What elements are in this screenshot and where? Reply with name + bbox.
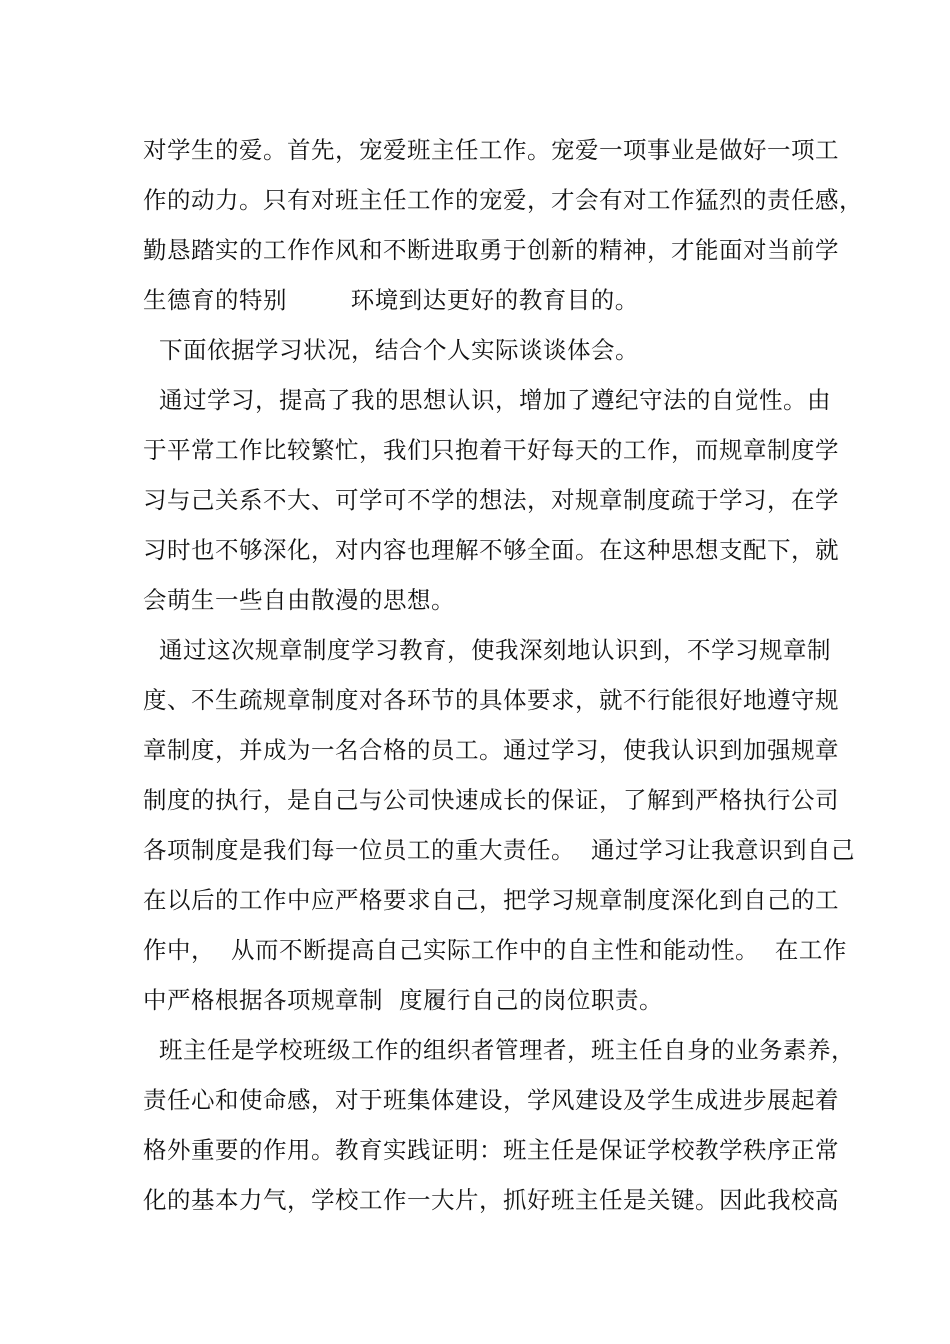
text-line: 班主任是学校班级工作的组织者管理者，班主任自身的业务素养， (143, 1036, 855, 1064)
text-line: 作的动力。只有对班主任工作的宠爱，才会有对工作猛烈的责任感， (143, 186, 863, 214)
text-line: 中严格根据各项规章制 度履行自己的岗位职责。 (143, 986, 663, 1014)
text-line: 生德育的特别 环境到达更好的教育目的。 (143, 286, 639, 314)
text-line: 制度的执行，是自己与公司快速成长的保证，了解到严格执行公司 (143, 786, 839, 814)
text-line: 在以后的工作中应严格要求自己，把学习规章制度深化到自己的工 (143, 886, 839, 914)
text-line: 会萌生一些自由散漫的思想。 (143, 586, 455, 614)
text-line: 下面依据学习状况，结合个人实际谈谈体会。 (143, 336, 639, 364)
text-line: 通过学习，提高了我的思想认识，增加了遵纪守法的自觉性。由 (143, 386, 831, 414)
text-line: 各项制度是我们每一位员工的重大责任。 通过学习让我意识到自己 (143, 836, 855, 864)
text-line: 勤恳踏实的工作作风和不断进取勇于创新的精神，才能面对当前学 (143, 236, 839, 264)
text-line: 习时也不够深化，对内容也理解不够全面。在这种思想支配下，就 (143, 536, 839, 564)
text-line: 对学生的爱。首先，宠爱班主任工作。宠爱一项事业是做好一项工 (143, 136, 839, 164)
text-line: 章制度，并成为一名合格的员工。通过学习，使我认识到加强规章 (143, 736, 839, 764)
text-line: 格外重要的作用。教育实践证明：班主任是保证学校教学秩序正常 (143, 1136, 839, 1164)
text-line: 通过这次规章制度学习教育，使我深刻地认识到，不学习规章制 (143, 636, 831, 664)
text-line: 度、不生疏规章制度对各环节的具体要求，就不行能很好地遵守规 (143, 686, 839, 714)
text-line: 习与己关系不大、可学可不学的想法，对规章制度疏于学习，在学 (143, 486, 839, 514)
text-line: 化的基本力气，学校工作一大片，抓好班主任是关键。因此我校高 (143, 1186, 839, 1214)
text-line: 于平常工作比较繁忙，我们只抱着干好每天的工作，而规章制度学 (143, 436, 839, 464)
text-line: 责任心和使命感，对于班集体建设，学风建设及学生成进步展起着 (143, 1086, 839, 1114)
text-line: 作中， 从而不断提高自己实际工作中的自主性和能动性。 在工作 (143, 936, 847, 964)
